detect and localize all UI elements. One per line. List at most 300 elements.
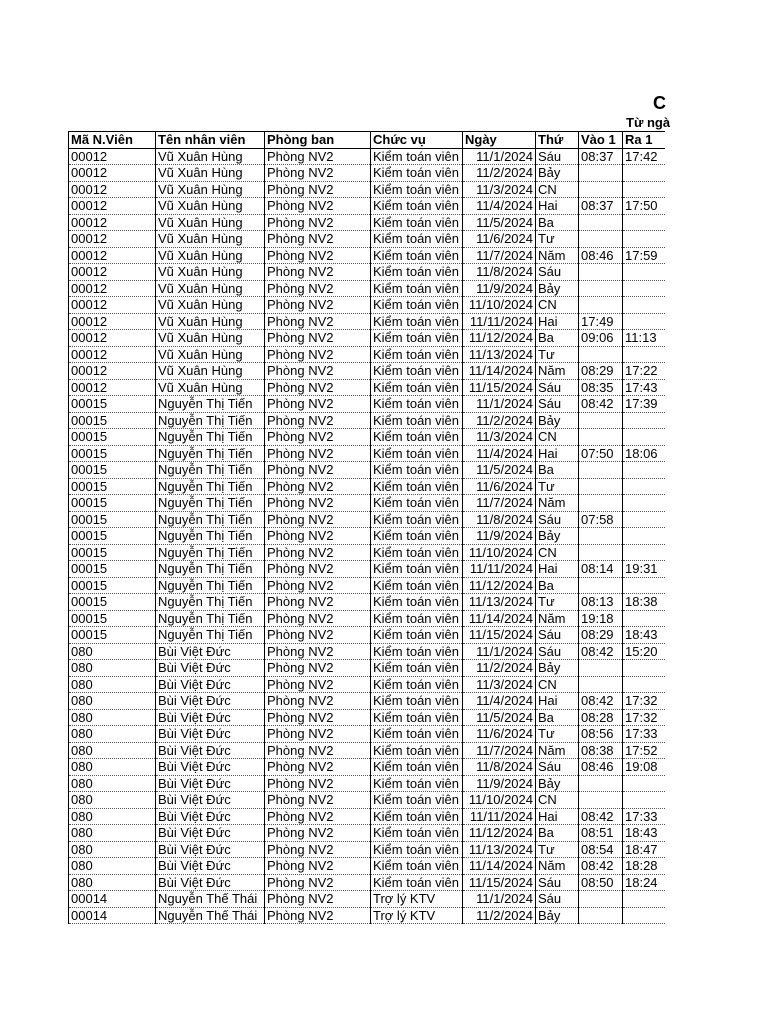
cell-position: Kiểm toán viên — [371, 445, 463, 462]
cell-department: Phòng NV2 — [265, 726, 371, 743]
cell-date: 11/6/2024 — [463, 231, 536, 248]
cell-check-in-1: 08:56 — [579, 726, 623, 743]
cell-check-out-1 — [623, 412, 666, 429]
cell-check-in-1 — [579, 907, 623, 924]
table-row — [69, 511, 666, 528]
cell-check-out-1 — [623, 495, 666, 512]
cell-department: Phòng NV2 — [265, 874, 371, 891]
cell-department: Phòng NV2 — [265, 511, 371, 528]
attendance-sheet — [68, 131, 665, 924]
table-row — [69, 907, 666, 924]
cell-employee-name: Bùi Việt Đức — [156, 742, 265, 759]
cell-weekday: Bảy — [536, 165, 579, 182]
cell-department: Phòng NV2 — [265, 198, 371, 215]
cell-position: Kiểm toán viên — [371, 594, 463, 611]
cell-employee-name: Nguyễn Thị Tiến — [156, 528, 265, 545]
cell-employee-name: Nguyễn Thị Tiến — [156, 429, 265, 446]
table-row — [69, 544, 666, 561]
cell-date: 11/11/2024 — [463, 561, 536, 578]
cell-position: Kiểm toán viên — [371, 247, 463, 264]
table-row — [69, 660, 666, 677]
table-row — [69, 495, 666, 512]
cell-position: Kiểm toán viên — [371, 775, 463, 792]
col-weekday: Thứ — [536, 132, 579, 149]
cell-position: Kiểm toán viên — [371, 693, 463, 710]
cell-employee-id: 080 — [69, 726, 156, 743]
table-row — [69, 280, 666, 297]
cell-employee-name: Vũ Xuân Hùng — [156, 313, 265, 330]
table-row — [69, 709, 666, 726]
cell-employee-id: 00015 — [69, 561, 156, 578]
cell-position: Kiểm toán viên — [371, 330, 463, 347]
table-row — [69, 528, 666, 545]
cell-employee-id: 080 — [69, 759, 156, 776]
cell-date: 11/10/2024 — [463, 297, 536, 314]
cell-check-out-1 — [623, 676, 666, 693]
cell-check-in-1 — [579, 231, 623, 248]
cell-check-in-1: 08:37 — [579, 198, 623, 215]
cell-department: Phòng NV2 — [265, 841, 371, 858]
cell-weekday: Năm — [536, 742, 579, 759]
cell-employee-id: 080 — [69, 874, 156, 891]
cell-department: Phòng NV2 — [265, 528, 371, 545]
cell-check-in-1 — [579, 280, 623, 297]
cell-employee-id: 00012 — [69, 313, 156, 330]
cell-check-in-1: 08:38 — [579, 742, 623, 759]
cell-check-in-1: 07:58 — [579, 511, 623, 528]
cell-check-out-1 — [623, 544, 666, 561]
cell-check-in-1: 08:42 — [579, 858, 623, 875]
cell-position: Kiểm toán viên — [371, 528, 463, 545]
cell-position: Kiểm toán viên — [371, 726, 463, 743]
cell-check-out-1 — [623, 792, 666, 809]
table-row — [69, 676, 666, 693]
table-row — [69, 363, 666, 380]
cell-employee-name: Nguyễn Thị Tiến — [156, 561, 265, 578]
cell-department: Phòng NV2 — [265, 412, 371, 429]
cell-department: Phòng NV2 — [265, 247, 371, 264]
cell-weekday: Năm — [536, 363, 579, 380]
cell-date: 11/3/2024 — [463, 429, 536, 446]
cell-date: 11/3/2024 — [463, 676, 536, 693]
cell-date: 11/2/2024 — [463, 165, 536, 182]
cell-date: 11/8/2024 — [463, 264, 536, 281]
cell-weekday: CN — [536, 181, 579, 198]
cell-employee-id: 080 — [69, 709, 156, 726]
cell-employee-name: Bùi Việt Đức — [156, 874, 265, 891]
cell-employee-id: 00015 — [69, 528, 156, 545]
cell-department: Phòng NV2 — [265, 858, 371, 875]
table-row — [69, 412, 666, 429]
cell-position: Kiểm toán viên — [371, 412, 463, 429]
table-row — [69, 148, 666, 165]
cell-weekday: Sáu — [536, 148, 579, 165]
cell-weekday: Tư — [536, 726, 579, 743]
cell-department: Phòng NV2 — [265, 346, 371, 363]
cell-position: Kiểm toán viên — [371, 676, 463, 693]
cell-check-out-1 — [623, 297, 666, 314]
cell-date: 11/10/2024 — [463, 544, 536, 561]
cell-department: Phòng NV2 — [265, 379, 371, 396]
cell-weekday: Sáu — [536, 264, 579, 281]
cell-check-in-1: 08:35 — [579, 379, 623, 396]
cell-date: 11/14/2024 — [463, 610, 536, 627]
table-row — [69, 775, 666, 792]
cell-department: Phòng NV2 — [265, 495, 371, 512]
cell-weekday: Tư — [536, 594, 579, 611]
cell-date: 11/14/2024 — [463, 363, 536, 380]
cell-weekday: Hai — [536, 445, 579, 462]
cell-date: 11/12/2024 — [463, 825, 536, 842]
cell-employee-id: 080 — [69, 676, 156, 693]
cell-employee-id: 00012 — [69, 181, 156, 198]
cell-department: Phòng NV2 — [265, 478, 371, 495]
cell-check-out-1: 17:33 — [623, 726, 666, 743]
cell-date: 11/3/2024 — [463, 181, 536, 198]
cell-weekday: Tư — [536, 346, 579, 363]
cell-check-in-1 — [579, 478, 623, 495]
cell-department: Phòng NV2 — [265, 907, 371, 924]
cell-check-out-1 — [623, 511, 666, 528]
cell-date: 11/9/2024 — [463, 775, 536, 792]
cell-department: Phòng NV2 — [265, 165, 371, 182]
cell-weekday: Sáu — [536, 643, 579, 660]
cell-weekday: Tư — [536, 478, 579, 495]
cell-employee-name: Bùi Việt Đức — [156, 858, 265, 875]
cell-employee-name: Bùi Việt Đức — [156, 759, 265, 776]
cell-weekday: CN — [536, 792, 579, 809]
cell-check-out-1: 17:39 — [623, 396, 666, 413]
cell-position: Kiểm toán viên — [371, 643, 463, 660]
cell-weekday: Hai — [536, 808, 579, 825]
cell-date: 11/12/2024 — [463, 330, 536, 347]
cell-department: Phòng NV2 — [265, 544, 371, 561]
cell-position: Kiểm toán viên — [371, 346, 463, 363]
cell-employee-id: 00012 — [69, 247, 156, 264]
cell-date: 11/11/2024 — [463, 313, 536, 330]
cell-weekday: Sáu — [536, 379, 579, 396]
cell-weekday: Ba — [536, 709, 579, 726]
table-row — [69, 693, 666, 710]
cell-employee-name: Bùi Việt Đức — [156, 676, 265, 693]
cell-position: Kiểm toán viên — [371, 759, 463, 776]
cell-department: Phòng NV2 — [265, 594, 371, 611]
cell-weekday: Sáu — [536, 759, 579, 776]
cell-check-out-1 — [623, 660, 666, 677]
cell-position: Kiểm toán viên — [371, 709, 463, 726]
table-row — [69, 247, 666, 264]
cell-check-out-1: 18:24 — [623, 874, 666, 891]
cell-check-out-1 — [623, 165, 666, 182]
cell-employee-id: 00012 — [69, 198, 156, 215]
cell-check-in-1: 08:54 — [579, 841, 623, 858]
table-row — [69, 330, 666, 347]
cell-date: 11/10/2024 — [463, 792, 536, 809]
cell-check-out-1: 17:42 — [623, 148, 666, 165]
cell-department: Phòng NV2 — [265, 643, 371, 660]
cell-employee-id: 00012 — [69, 346, 156, 363]
cell-date: 11/5/2024 — [463, 462, 536, 479]
cell-department: Phòng NV2 — [265, 429, 371, 446]
cell-department: Phòng NV2 — [265, 610, 371, 627]
cell-position: Kiểm toán viên — [371, 165, 463, 182]
cell-check-out-1: 17:22 — [623, 363, 666, 380]
cell-employee-id: 00015 — [69, 627, 156, 644]
cell-weekday: Bảy — [536, 528, 579, 545]
cell-check-in-1: 07:50 — [579, 445, 623, 462]
cell-employee-name: Vũ Xuân Hùng — [156, 363, 265, 380]
col-check-out-1: Ra 1 — [623, 132, 666, 149]
cell-department: Phòng NV2 — [265, 561, 371, 578]
cell-employee-id: 080 — [69, 643, 156, 660]
cell-position: Kiểm toán viên — [371, 858, 463, 875]
cell-check-out-1 — [623, 528, 666, 545]
cell-date: 11/8/2024 — [463, 511, 536, 528]
cell-position: Kiểm toán viên — [371, 874, 463, 891]
cell-date: 11/9/2024 — [463, 528, 536, 545]
cell-employee-id: 00012 — [69, 148, 156, 165]
cell-check-in-1: 08:37 — [579, 148, 623, 165]
cell-weekday: Hai — [536, 561, 579, 578]
cell-weekday: Bảy — [536, 412, 579, 429]
table-row — [69, 726, 666, 743]
cell-position: Kiểm toán viên — [371, 742, 463, 759]
cell-department: Phòng NV2 — [265, 264, 371, 281]
cell-weekday: Sáu — [536, 874, 579, 891]
cell-check-out-1: 19:31 — [623, 561, 666, 578]
cell-department: Phòng NV2 — [265, 627, 371, 644]
cell-check-out-1 — [623, 610, 666, 627]
cell-check-in-1: 08:46 — [579, 247, 623, 264]
cell-employee-id: 00015 — [69, 429, 156, 446]
cell-weekday: CN — [536, 544, 579, 561]
cell-check-in-1 — [579, 181, 623, 198]
cell-weekday: CN — [536, 429, 579, 446]
cell-employee-id: 00012 — [69, 165, 156, 182]
cell-date: 11/7/2024 — [463, 495, 536, 512]
cell-date: 11/13/2024 — [463, 841, 536, 858]
cell-check-out-1 — [623, 478, 666, 495]
cell-position: Kiểm toán viên — [371, 792, 463, 809]
cell-weekday: Tư — [536, 841, 579, 858]
cell-employee-name: Bùi Việt Đức — [156, 808, 265, 825]
cell-employee-name: Bùi Việt Đức — [156, 792, 265, 809]
cell-check-in-1 — [579, 676, 623, 693]
cell-check-out-1: 18:28 — [623, 858, 666, 875]
cell-employee-id: 00015 — [69, 412, 156, 429]
table-row — [69, 478, 666, 495]
cell-weekday: Bảy — [536, 660, 579, 677]
cell-position: Kiểm toán viên — [371, 231, 463, 248]
table-row — [69, 841, 666, 858]
cell-check-in-1 — [579, 165, 623, 182]
table-row — [69, 297, 666, 314]
cell-check-in-1: 08:14 — [579, 561, 623, 578]
cell-check-out-1: 18:43 — [623, 825, 666, 842]
table-row — [69, 379, 666, 396]
table-row — [69, 808, 666, 825]
cell-employee-name: Bùi Việt Đức — [156, 693, 265, 710]
table-row — [69, 313, 666, 330]
cell-employee-name: Vũ Xuân Hùng — [156, 297, 265, 314]
cell-employee-id: 080 — [69, 775, 156, 792]
table-row — [69, 874, 666, 891]
cell-department: Phòng NV2 — [265, 313, 371, 330]
cell-date: 11/15/2024 — [463, 627, 536, 644]
cell-check-out-1 — [623, 907, 666, 924]
cell-weekday: Hai — [536, 693, 579, 710]
cell-position: Kiểm toán viên — [371, 280, 463, 297]
cell-check-out-1: 18:43 — [623, 627, 666, 644]
cell-date: 11/12/2024 — [463, 577, 536, 594]
cell-check-in-1: 08:13 — [579, 594, 623, 611]
cell-department: Phòng NV2 — [265, 759, 371, 776]
cell-check-out-1: 15:20 — [623, 643, 666, 660]
table-row — [69, 627, 666, 644]
table-row — [69, 891, 666, 908]
cell-position: Kiểm toán viên — [371, 198, 463, 215]
cell-employee-id: 00015 — [69, 495, 156, 512]
cell-employee-id: 080 — [69, 841, 156, 858]
cell-department: Phòng NV2 — [265, 808, 371, 825]
cell-position: Kiểm toán viên — [371, 610, 463, 627]
cell-employee-name: Nguyễn Thị Tiến — [156, 544, 265, 561]
cell-employee-name: Bùi Việt Đức — [156, 841, 265, 858]
cell-date: 11/13/2024 — [463, 594, 536, 611]
cell-check-in-1 — [579, 297, 623, 314]
report-title: C — [653, 93, 666, 113]
cell-weekday: Bảy — [536, 280, 579, 297]
cell-weekday: Năm — [536, 610, 579, 627]
cell-department: Phòng NV2 — [265, 280, 371, 297]
table-row — [69, 429, 666, 446]
cell-position: Kiểm toán viên — [371, 379, 463, 396]
table-row — [69, 577, 666, 594]
cell-weekday: Sáu — [536, 396, 579, 413]
cell-check-out-1 — [623, 231, 666, 248]
cell-date: 11/4/2024 — [463, 693, 536, 710]
cell-employee-name: Vũ Xuân Hùng — [156, 181, 265, 198]
table-row — [69, 792, 666, 809]
table-row — [69, 445, 666, 462]
cell-position: Kiểm toán viên — [371, 148, 463, 165]
table-row — [69, 198, 666, 215]
cell-position: Kiểm toán viên — [371, 627, 463, 644]
table-row — [69, 759, 666, 776]
cell-check-out-1 — [623, 775, 666, 792]
cell-check-in-1 — [579, 429, 623, 446]
cell-check-in-1 — [579, 495, 623, 512]
cell-date: 11/4/2024 — [463, 445, 536, 462]
cell-date: 11/5/2024 — [463, 214, 536, 231]
cell-date: 11/7/2024 — [463, 742, 536, 759]
cell-position: Kiểm toán viên — [371, 825, 463, 842]
cell-weekday: Năm — [536, 858, 579, 875]
cell-check-in-1: 08:29 — [579, 627, 623, 644]
cell-check-in-1 — [579, 528, 623, 545]
cell-date: 11/8/2024 — [463, 759, 536, 776]
table-row — [69, 462, 666, 479]
cell-department: Phòng NV2 — [265, 775, 371, 792]
col-position: Chức vụ — [371, 132, 463, 149]
cell-check-out-1: 17:52 — [623, 742, 666, 759]
cell-employee-name: Vũ Xuân Hùng — [156, 346, 265, 363]
cell-employee-name: Vũ Xuân Hùng — [156, 247, 265, 264]
cell-employee-name: Bùi Việt Đức — [156, 825, 265, 842]
table-row — [69, 346, 666, 363]
cell-employee-name: Bùi Việt Đức — [156, 726, 265, 743]
cell-department: Phòng NV2 — [265, 825, 371, 842]
cell-check-in-1 — [579, 577, 623, 594]
cell-check-out-1 — [623, 891, 666, 908]
cell-weekday: Ba — [536, 577, 579, 594]
cell-employee-id: 00012 — [69, 264, 156, 281]
col-employee-id: Mã N.Viên — [69, 132, 156, 149]
cell-check-in-1: 08:28 — [579, 709, 623, 726]
cell-date: 11/1/2024 — [463, 891, 536, 908]
cell-employee-name: Vũ Xuân Hùng — [156, 231, 265, 248]
cell-employee-id: 00012 — [69, 214, 156, 231]
cell-weekday: Ba — [536, 214, 579, 231]
cell-position: Trợ lý KTV — [371, 907, 463, 924]
table-row — [69, 825, 666, 842]
cell-employee-id: 00015 — [69, 594, 156, 611]
cell-check-in-1 — [579, 891, 623, 908]
cell-check-out-1: 17:43 — [623, 379, 666, 396]
cell-check-in-1: 08:51 — [579, 825, 623, 842]
cell-date: 11/2/2024 — [463, 907, 536, 924]
cell-employee-name: Nguyễn Thị Tiến — [156, 478, 265, 495]
cell-employee-name: Vũ Xuân Hùng — [156, 330, 265, 347]
cell-employee-name: Nguyễn Thị Tiến — [156, 610, 265, 627]
cell-employee-name: Vũ Xuân Hùng — [156, 264, 265, 281]
cell-check-in-1: 08:29 — [579, 363, 623, 380]
cell-employee-id: 00012 — [69, 330, 156, 347]
cell-check-in-1: 08:42 — [579, 693, 623, 710]
cell-check-in-1 — [579, 412, 623, 429]
cell-employee-id: 00012 — [69, 379, 156, 396]
cell-check-in-1: 08:50 — [579, 874, 623, 891]
cell-date: 11/15/2024 — [463, 379, 536, 396]
cell-date: 11/11/2024 — [463, 808, 536, 825]
cell-employee-name: Bùi Việt Đức — [156, 660, 265, 677]
table-body — [69, 148, 666, 924]
cell-check-in-1: 08:42 — [579, 808, 623, 825]
table-row — [69, 214, 666, 231]
cell-check-out-1: 17:59 — [623, 247, 666, 264]
cell-department: Phòng NV2 — [265, 693, 371, 710]
cell-employee-id: 00015 — [69, 478, 156, 495]
cell-employee-name: Vũ Xuân Hùng — [156, 165, 265, 182]
cell-date: 11/5/2024 — [463, 709, 536, 726]
cell-weekday: Ba — [536, 825, 579, 842]
cell-date: 11/14/2024 — [463, 858, 536, 875]
cell-department: Phòng NV2 — [265, 676, 371, 693]
cell-employee-name: Bùi Việt Đức — [156, 709, 265, 726]
cell-department: Phòng NV2 — [265, 297, 371, 314]
cell-employee-id: 00015 — [69, 445, 156, 462]
cell-employee-name: Vũ Xuân Hùng — [156, 280, 265, 297]
cell-date: 11/9/2024 — [463, 280, 536, 297]
cell-weekday: Năm — [536, 247, 579, 264]
cell-check-out-1: 17:32 — [623, 709, 666, 726]
cell-employee-id: 00014 — [69, 907, 156, 924]
col-department: Phòng ban — [265, 132, 371, 149]
cell-check-out-1 — [623, 577, 666, 594]
cell-employee-id: 00015 — [69, 396, 156, 413]
cell-weekday: Bảy — [536, 907, 579, 924]
cell-date: 11/2/2024 — [463, 660, 536, 677]
